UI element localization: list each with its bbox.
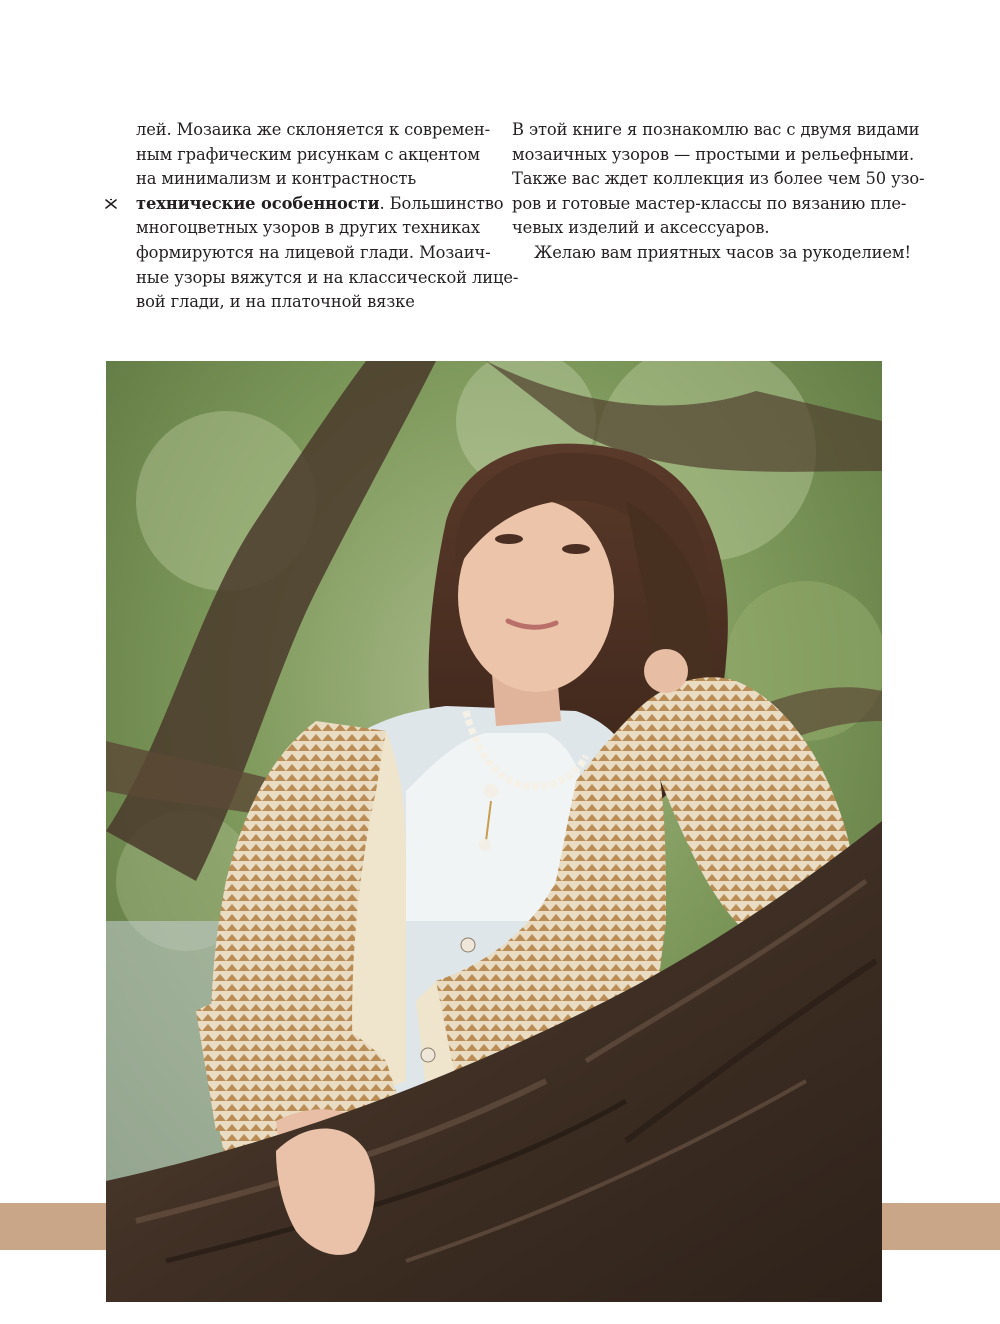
text-line: В этой книге я познакомлю вас с двумя видами bbox=[512, 120, 920, 139]
text-line: ные узоры вяжутся и на классической лице- bbox=[136, 267, 519, 287]
decorative-band-left bbox=[0, 1203, 106, 1250]
text-line: Также вас ждет коллекция из более чем 50 узо- bbox=[512, 169, 925, 189]
text-line: многоцветных узоров в других техниках bbox=[136, 218, 480, 238]
closing-line: Желаю вам приятных часов за рукоделием! bbox=[534, 242, 911, 262]
left-text-column bbox=[136, 118, 519, 315]
bullet-text: . Большинство bbox=[379, 193, 504, 213]
text-line: мозаичных узоров — простыми и рельефными. bbox=[512, 144, 915, 164]
bullet-first-line bbox=[136, 192, 504, 217]
text-line: лей. Мозаика же склоняется к современ- bbox=[136, 120, 491, 139]
text-line: на минимализм и контрастность bbox=[136, 169, 417, 189]
bullet-heading: технические особенности bbox=[136, 193, 380, 213]
cross-marker-icon bbox=[104, 197, 118, 211]
text-line: вой глади, и на платочной вязке bbox=[136, 292, 415, 312]
text-line: чевых изделий и аксессуаров. bbox=[512, 218, 770, 238]
portrait-photo bbox=[106, 361, 882, 1302]
right-text-column bbox=[512, 118, 925, 266]
decorative-band-right bbox=[882, 1203, 1000, 1250]
text-line: формируются на лицевой глади. Мозаич- bbox=[136, 242, 491, 262]
text-line: ным графическим рисункам с акцентом bbox=[136, 144, 480, 164]
text-line: ров и готовые мастер-классы по вязанию пле- bbox=[512, 193, 907, 213]
